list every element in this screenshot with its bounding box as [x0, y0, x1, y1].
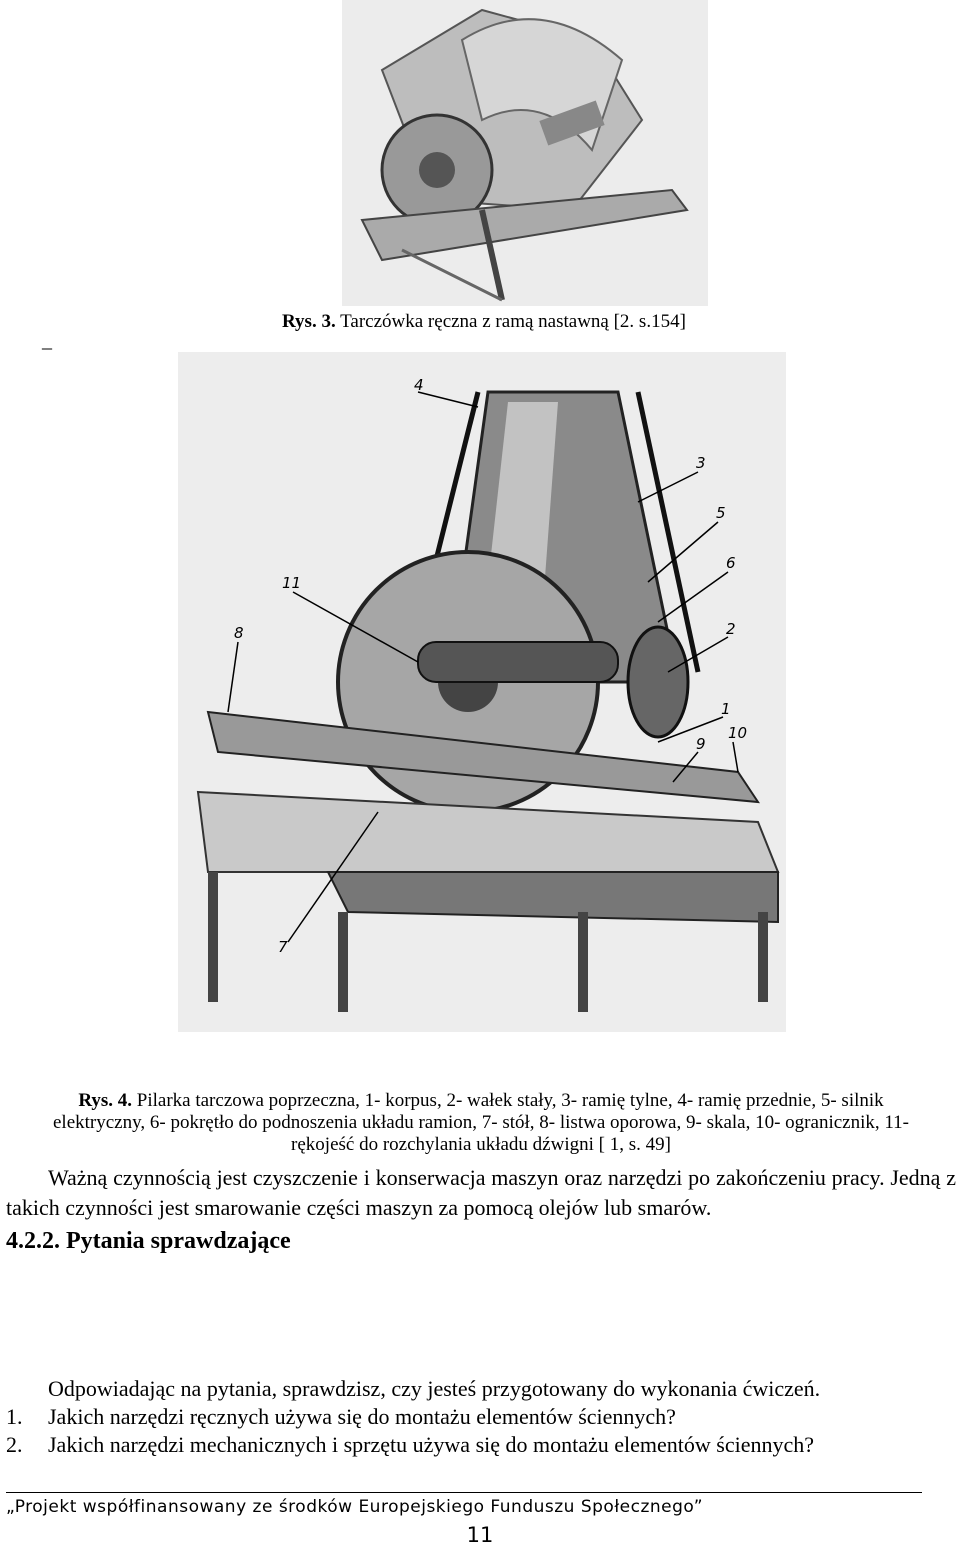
questions-intro-text: Odpowiadając na pytania, sprawdzisz, czy jesteś przygotowany do wykonania ćwiczeń. — [48, 1376, 821, 1401]
questions-intro — [48, 1375, 820, 1403]
figure2-caption-line2: elektryczny, 6- pokrętło do podnoszenia układu ramion, 7- stół, 8- listwa oporowa, 9- skala, 10- ogranicznik, 11- — [52, 1112, 909, 1133]
question-text: Jakich narzędzi mechanicznych i sprzętu używa się do montażu elementów ściennych? — [48, 1432, 815, 1457]
figure-crosscut-saw — [178, 352, 786, 1032]
question-number: 2. — [6, 1432, 23, 1457]
callout-10: 10 — [728, 724, 748, 742]
figure1-caption-label: Rys. 3. — [282, 311, 336, 332]
footer-divider — [6, 1492, 922, 1493]
maintenance-paragraph — [6, 1163, 956, 1223]
callout-5: 5 — [716, 504, 726, 522]
figure1-caption-text: Tarczówka ręczna z ramą nastawną [2. s.154] — [340, 311, 686, 332]
question-number: 1. — [6, 1404, 23, 1429]
question-text: Jakich narzędzi ręcznych używa się do montażu elementów ściennych? — [48, 1404, 676, 1429]
figure2-caption-label: Rys. 4. — [78, 1090, 133, 1111]
callout-4: 4 — [414, 376, 424, 394]
stray-dash: _ — [42, 330, 52, 352]
section-heading: 4.2.2. Pytania sprawdzające — [6, 1228, 291, 1254]
callout-2: 2 — [726, 620, 736, 638]
figure2-caption — [6, 1090, 956, 1156]
paragraph-text: Ważną czynnością jest czyszczenie i konserwacja maszyn oraz narzędzi po zakończeniu pracy. Jedną z takich czynności jest smarowanie części maszyn za pomocą olejów lub smarów. — [6, 1165, 956, 1220]
callout-7: 7 — [278, 938, 288, 956]
figure-hand-circular-saw — [342, 0, 708, 306]
callout-3: 3 — [696, 454, 706, 472]
callout-6: 6 — [726, 554, 736, 572]
callout-8: 8 — [234, 624, 244, 642]
callout-9: 9 — [696, 735, 706, 753]
figure2-caption-line3: rękojeść do rozchylania układu dźwigni [ 1, s. 49] — [291, 1134, 671, 1155]
question-1 — [6, 1403, 676, 1431]
figure2-caption-line1 — [6, 1090, 956, 1112]
crosscut-saw-illustration — [178, 352, 786, 1032]
footer-funding-note: „Projekt współfinansowany ze środków Europejskiego Funduszu Społecznego” — [6, 1497, 704, 1517]
callout-1: 1 — [721, 700, 731, 718]
figure2-caption-text1: Pilarka tarczowa poprzeczna, 1- korpus, 2- wałek stały, 3- ramię tylne, 4- ramię przednie, 5- silnik — [136, 1090, 884, 1111]
question-2 — [6, 1431, 814, 1459]
callout-11: 11 — [282, 574, 302, 592]
hand-saw-illustration — [342, 0, 708, 306]
page-number: 11 — [466, 1523, 494, 1547]
figure1-caption — [282, 311, 686, 333]
